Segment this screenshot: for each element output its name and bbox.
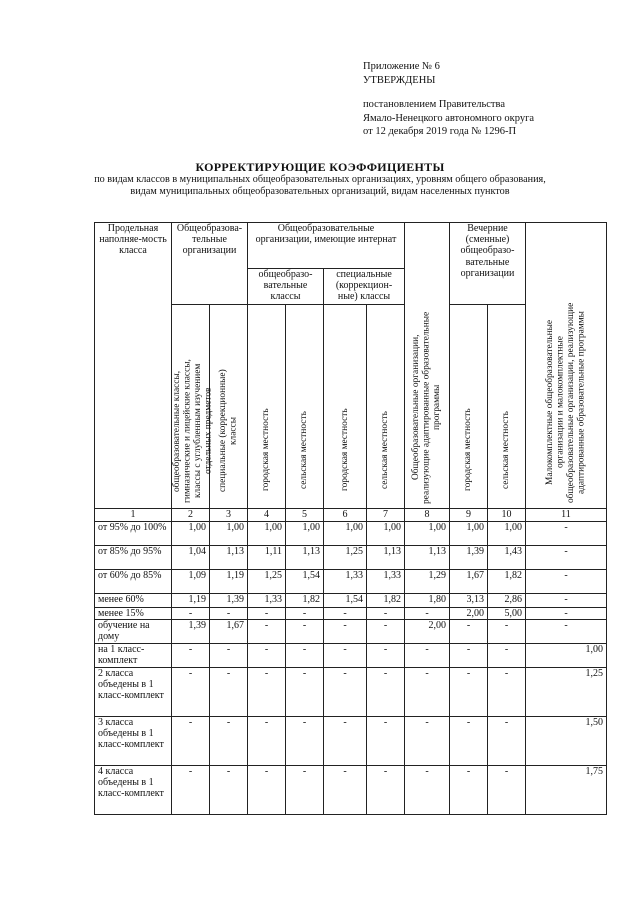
approval-line-3: от 12 декабря 2019 года № 1296-П	[363, 126, 517, 137]
coefficient-cell: 1,09	[172, 570, 210, 594]
coefficient-cell: 1,04	[172, 546, 210, 570]
coefficient-cell: 1,00	[248, 522, 286, 546]
col-urban-3	[450, 305, 488, 509]
coefficients-table	[94, 222, 607, 815]
coefficient-cell: -	[526, 620, 607, 643]
header-general-orgs: Общеобразова-тельные организации	[172, 223, 248, 305]
coefficient-cell: -	[450, 620, 488, 643]
coefficient-cell: 1,33	[324, 570, 367, 594]
coefficient-cell: 1,19	[210, 570, 248, 594]
coefficient-cell: 1,00	[367, 522, 405, 546]
coefficient-cell: 2,00	[405, 620, 450, 643]
coefficient-cell: 1,33	[367, 570, 405, 594]
coefficient-cell: -	[405, 643, 450, 667]
header-occupancy: Продельная наполняе-мость класса	[95, 223, 172, 509]
coefficient-cell: -	[248, 765, 286, 814]
coefficient-cell: 1,11	[248, 546, 286, 570]
coefficient-cell: 1,39	[450, 546, 488, 570]
coefficient-cell: -	[248, 643, 286, 667]
coefficient-cell: -	[248, 608, 286, 620]
approval-block	[363, 98, 534, 139]
coefficient-cell: 1,00	[488, 522, 526, 546]
coefficient-cell: 1,00	[450, 522, 488, 546]
column-number: 6	[324, 509, 367, 522]
coefficient-cell: 1,82	[286, 594, 324, 608]
coefficient-cell: 1,00	[286, 522, 324, 546]
column-number: 8	[405, 509, 450, 522]
document-subtitle: по видам классов в муниципальных общеобразовательных организациях, уровням общего образования, видам муниципальных общеобразовательных организаций, видам населенных пунктов	[94, 174, 546, 197]
coefficient-cell: -	[405, 667, 450, 716]
coefficient-cell: 1,19	[172, 594, 210, 608]
coefficient-cell: -	[286, 643, 324, 667]
column-number: 4	[248, 509, 286, 522]
coefficient-cell: -	[172, 716, 210, 765]
header-evening-orgs: Вечерние (сменные) общеобразо-вательные организации	[450, 223, 526, 305]
coefficient-cell: -	[367, 608, 405, 620]
col-special-text: специальные (коррекционные) классы	[218, 369, 239, 493]
row-label: 4 класса объедены в 1 класс-комплект	[95, 765, 172, 814]
coefficient-cell: 1,39	[210, 594, 248, 608]
table-row	[95, 643, 607, 667]
coefficient-cell: 1,25	[526, 667, 607, 716]
coefficient-cell: -	[172, 643, 210, 667]
header-internat-special: специальные (коррекцион-ные) классы	[324, 269, 405, 305]
coefficient-cell: 1,43	[488, 546, 526, 570]
row-label: от 85% до 95%	[95, 546, 172, 570]
coefficient-cell: -	[286, 620, 324, 643]
col-rural-2-text: сельская местность	[380, 410, 391, 489]
coefficient-cell: -	[367, 716, 405, 765]
coefficient-cell: -	[367, 667, 405, 716]
column-number: 1	[95, 509, 172, 522]
coefficient-cell: 1,00	[210, 522, 248, 546]
column-number: 11	[526, 509, 607, 522]
col-rural-3	[488, 305, 526, 509]
column-number: 10	[488, 509, 526, 522]
coefficient-cell: 1,54	[324, 594, 367, 608]
coefficient-cell: -	[286, 716, 324, 765]
table-row	[95, 594, 607, 608]
coefficient-cell: 1,00	[172, 522, 210, 546]
coefficient-cell: 1,39	[172, 620, 210, 643]
coefficient-cell: 2,00	[450, 608, 488, 620]
coefficient-cell: 1,67	[450, 570, 488, 594]
coefficient-cell: -	[526, 522, 607, 546]
header-internat-orgs: Общеобразовательные организации, имеющие интернат	[248, 223, 405, 269]
column-number-row	[95, 509, 607, 522]
coefficient-cell: -	[450, 643, 488, 667]
coefficient-cell: 1,50	[526, 716, 607, 765]
col-urban-3-text: городская местность	[463, 408, 474, 492]
coefficient-cell: 1,13	[405, 546, 450, 570]
coefficient-cell: 1,25	[324, 546, 367, 570]
coefficient-cell: 1,13	[210, 546, 248, 570]
coefficient-cell: -	[405, 608, 450, 620]
header-adaptive-orgs	[405, 223, 450, 509]
coefficient-cell: 1,00	[405, 522, 450, 546]
coefficient-cell: -	[450, 765, 488, 814]
coefficient-cell: -	[367, 620, 405, 643]
row-label: менее 60%	[95, 594, 172, 608]
row-label: менее 15%	[95, 608, 172, 620]
coefficient-cell: -	[286, 667, 324, 716]
approval-line-1: постановлением Правительства	[363, 99, 506, 110]
col-urban-1-text: городская местность	[261, 408, 272, 492]
table-row	[95, 716, 607, 765]
coefficient-cell: -	[210, 643, 248, 667]
row-label: от 95% до 100%	[95, 522, 172, 546]
table-row	[95, 620, 607, 643]
coefficient-cell: 1,82	[367, 594, 405, 608]
coefficient-cell: 1,13	[367, 546, 405, 570]
coefficient-cell: -	[488, 667, 526, 716]
table-row	[95, 546, 607, 570]
coefficient-cell: 1,13	[286, 546, 324, 570]
row-label: обучение на дому	[95, 620, 172, 643]
col-gymnasium	[172, 305, 214, 509]
header-adaptive-orgs-text: Общеобразовательные организации, реализующие адаптированные образовательные программы	[411, 311, 443, 504]
coefficient-cell: -	[526, 594, 607, 608]
coefficient-cell: 1,00	[526, 643, 607, 667]
coefficient-cell: -	[210, 608, 248, 620]
table-row	[95, 667, 607, 716]
coefficient-cell: 3,13	[450, 594, 488, 608]
column-number: 7	[367, 509, 405, 522]
column-number: 9	[450, 509, 488, 522]
column-number: 5	[286, 509, 324, 522]
coefficient-cell: -	[286, 608, 324, 620]
table-row	[95, 608, 607, 620]
col-rural-3-text: сельская местность	[501, 410, 512, 489]
row-label: от 60% до 85%	[95, 570, 172, 594]
coefficient-cell: -	[367, 765, 405, 814]
coefficient-cell: -	[286, 765, 324, 814]
coefficient-cell: -	[210, 765, 248, 814]
table-body	[95, 522, 607, 815]
coefficient-cell: 1,82	[488, 570, 526, 594]
coefficient-cell: -	[488, 620, 526, 643]
coefficient-cell: -	[405, 716, 450, 765]
coefficient-cell: -	[526, 546, 607, 570]
col-urban-2	[324, 305, 367, 509]
coefficient-cell: -	[450, 716, 488, 765]
coefficient-cell: 1,00	[324, 522, 367, 546]
header-small-orgs-text: Малокомплектные общеобразовательные организации и малокомплектные общеобразовательные организации, реализующие адаптированные образовательные программы	[545, 302, 587, 503]
coefficient-cell: 1,33	[248, 594, 286, 608]
coefficient-cell: 1,54	[286, 570, 324, 594]
document-title: КОРРЕКТИРУЮЩИЕ КОЭФФИЦИЕНТЫ	[195, 160, 445, 174]
coefficient-cell: -	[367, 643, 405, 667]
header-internat-general: общеобразо-вательные классы	[248, 269, 324, 305]
row-label: на 1 класс-комплект	[95, 643, 172, 667]
coefficient-cell: -	[324, 620, 367, 643]
col-urban-1	[248, 305, 286, 509]
col-rural-1-text: сельская местность	[299, 410, 310, 489]
coefficient-cell: 1,75	[526, 765, 607, 814]
coefficient-cell: -	[324, 765, 367, 814]
coefficient-cell: 2,86	[488, 594, 526, 608]
header-small-orgs	[526, 223, 607, 509]
column-number: 3	[210, 509, 248, 522]
coefficient-cell: 1,67	[210, 620, 248, 643]
coefficient-cell: -	[324, 643, 367, 667]
coefficient-cell: 1,25	[248, 570, 286, 594]
coefficient-cell: -	[248, 667, 286, 716]
approval-line-2: Ямало-Ненецкого автономного округа	[363, 112, 535, 124]
col-rural-2	[367, 305, 405, 509]
table-row	[95, 522, 607, 546]
coefficient-cell: -	[172, 667, 210, 716]
row-label: 2 класса объедены в 1 класс-комплект	[95, 667, 172, 716]
row-label: 3 класса объедены в 1 класс-комплект	[95, 716, 172, 765]
coefficient-cell: -	[210, 667, 248, 716]
coefficient-cell: -	[172, 765, 210, 814]
coefficient-cell: -	[324, 716, 367, 765]
column-number: 2	[172, 509, 210, 522]
col-rural-1	[286, 305, 324, 509]
coefficient-cell: -	[405, 765, 450, 814]
coefficient-cell: -	[324, 667, 367, 716]
coefficient-cell: -	[324, 608, 367, 620]
coefficient-cell: -	[248, 716, 286, 765]
approved-label: УТВЕРЖДЕНЫ	[363, 74, 436, 86]
coefficient-cell: -	[450, 667, 488, 716]
table-row	[95, 765, 607, 814]
coefficient-cell: 5,00	[488, 608, 526, 620]
coefficient-cell: -	[488, 643, 526, 667]
coefficient-cell: 1,29	[405, 570, 450, 594]
coefficient-cell: -	[526, 608, 607, 620]
col-urban-2-text: городская местность	[339, 408, 350, 492]
appendix-block	[363, 60, 440, 87]
table-row	[95, 570, 607, 594]
coefficient-cell: -	[488, 716, 526, 765]
coefficient-cell: -	[488, 765, 526, 814]
col-special	[210, 305, 248, 509]
coefficient-cell: -	[526, 570, 607, 594]
coefficient-cell: -	[172, 608, 210, 620]
col-gymnasium-text: общеобразовательные классы, гимназические и лицейские классы, классы с углубленным изучением отдельных предметов	[172, 358, 214, 503]
appendix-number: Приложение № 6	[363, 61, 440, 72]
coefficient-cell: 1,80	[405, 594, 450, 608]
coefficient-cell: -	[248, 620, 286, 643]
coefficient-cell: -	[210, 716, 248, 765]
